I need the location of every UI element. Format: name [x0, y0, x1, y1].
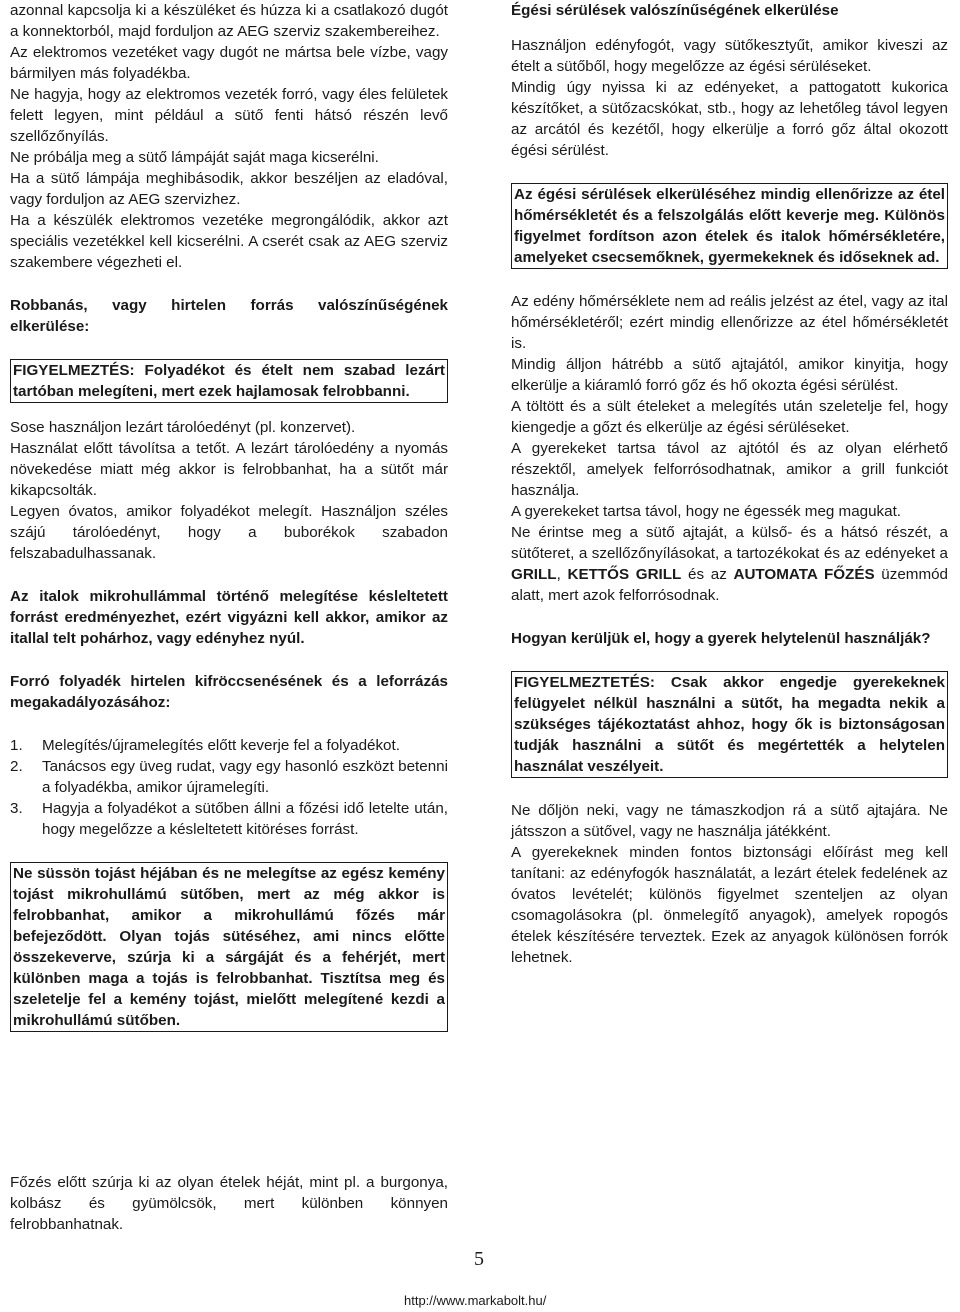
paragraph: Az edény hőmérséklete nem ad reális jelzést az étel, vagy az ital hőmérsékletéről; ezért mindig ellenőrizze az étel hőmérsékletét is. — [511, 293, 948, 352]
text: és az — [681, 566, 734, 583]
paragraph: A gyerekeket tartsa távol az ajtótól és az olyan elérhető részektől, amelyek felforrósodhatnak, amikor a grill funkciót használja. — [511, 440, 948, 499]
paragraph: Ne hagyja, hogy az elektromos vezeték forró, vagy éles felületek felett legyen, mint például a sütő fenti hátsó részén levő szellőzőnyílás. — [10, 86, 448, 145]
paragraph: Mindig álljon hátrébb a sütő ajtajától, amikor kinyitja, hogy elkerülje a kiáramló forró gőz és hő okozta égési sérülést. — [511, 356, 948, 394]
text: , — [556, 566, 568, 583]
numbered-list — [10, 735, 448, 840]
section-heading-burns: Égési sérülések valószínűségének elkerülése — [511, 2, 839, 19]
paragraph: Legyen óvatos, amikor folyadékot melegít. Használjon széles szájú tárolóedényt, hogy a buborékok szabadon felszabadulhassanak. — [10, 503, 448, 562]
paragraph: Ha a készülék elektromos vezetéke megrongálódik, akkor azt speciális vezetékkel kell kicserélni. A cserét csak az AEG szerviz szakembere végezheti el. — [10, 212, 448, 271]
paragraph: A gyerekeknek minden fontos biztonsági előírást meg kell tanítani: az edényfogók használatát, a lezárt ételek fedelének az óvatos levételét; különös figyelmet szenteljen az olyan csomagolásokra (pl. önmelegítő anyagok), amelyek ropogós ételek készítésére terveztek. Ezek az anyagok különösen forrók lehetnek. — [511, 844, 948, 966]
list-text: Hagyja a folyadékot a sütőben állni a főzési idő letelte után, hogy megelőzze a késleltetett kitöréses forrást. — [42, 800, 448, 838]
page-number: 5 — [474, 1248, 484, 1270]
list-item — [10, 756, 448, 798]
paragraph: azonnal kapcsolja ki a készüléket és húzza ki a csatlakozó dugót a konnektorból, majd forduljon az AEG szerviz szakembereihez. — [10, 2, 448, 40]
text: üzemmód alatt, mert azok felforrósodnak. — [511, 566, 948, 604]
list-number: 3. — [10, 800, 23, 817]
mode-grill: GRILL — [511, 566, 557, 583]
warning-text: FIGYELMEZTÉS: Folyadékot és ételt nem szabad lezárt tartóban melegíteni, mert ezek hajlamosak felrobbanni. — [13, 362, 445, 400]
right-column — [511, 0, 948, 968]
section-heading-explosion: Robbanás, vagy hirtelen forrás valószínűségének elkerülése: — [10, 297, 448, 335]
section-heading-splash: Forró folyadék hirtelen kifröccsenésének és a leforrázás megakadályozásához: — [10, 673, 448, 711]
left-column — [10, 0, 448, 1032]
paragraph: A gyerekeket tartsa távol, hogy ne égessék meg magukat. — [511, 503, 902, 520]
bold-warning-delayed-boiling: Az italok mikrohullámmal történő melegítése késleltetett forrást eredményezhet, ezért vigyázni kell akkor, amikor az itallal telt pohárhoz, vagy edényhez nyúl. — [10, 588, 448, 647]
paragraph: Sose használjon lezárt tárolóedényt (pl. konzervet). — [10, 419, 356, 436]
left-bottom-paragraph — [10, 1172, 448, 1235]
warning-box-burns — [511, 183, 948, 269]
list-number: 1. — [10, 737, 23, 754]
paragraph: A töltött és a sült ételeket a melegítés után szeletelje fel, hogy kiengedje a gőzt és elkerülje az égési sérüléseket. — [511, 398, 948, 436]
paragraph: Ha a sütő lámpája meghibásodik, akkor beszéljen az eladóval, vagy forduljon az AEG szervizhez. — [10, 170, 448, 208]
warning-box-children — [511, 671, 948, 778]
warning-box-eggs — [10, 862, 448, 1032]
paragraph: Használjon edényfogót, vagy sütőkesztyűt, amikor kiveszi az ételt a sütőből, hogy megelőzze az égési sérüléseket. — [511, 37, 948, 75]
paragraph: Mindig úgy nyissa ki az edényeket, a pattogatott kukorica készítőket, a sütőzacskókat, stb., hogy az lehetőleg távol legyen az arcától és kezétől, hogy elkerülje a forró gőz által okozott égési sérülést. — [511, 79, 948, 159]
warning-box-liquids — [10, 359, 448, 403]
paragraph: Használat előtt távolítsa a tetőt. A lezárt tárolóedény a nyomás növekedése miatt még akkor is felrobbanhat, ha a sütőt már kikapcsolták. — [10, 440, 448, 499]
paragraph-grill-modes — [511, 522, 948, 606]
list-item — [10, 798, 448, 840]
mode-double-grill: KETTŐS GRILL — [567, 566, 682, 583]
warning-text: Az égési sérülések elkerüléséhez mindig ellenőrizze az étel hőmérsékletét és a felszolgálás előtt keverje meg. Különös figyelmet fordítson azon ételek és italok hőmérsékletére, amelyeket csecsemőknek, gyermekeknek és időseknek ad. — [514, 186, 945, 266]
paragraph: Ne dőljön neki, vagy ne támaszkodjon rá a sütő ajtajára. Ne játsszon a sütővel, vagy ne használja játékként. — [511, 802, 948, 840]
paragraph: Főzés előtt szúrja ki az olyan ételek héját, mint pl. a burgonya, kolbász és gyümölcsök, mert különben könnyen felrobbanhatnak. — [10, 1174, 448, 1233]
mode-auto-cook: AUTOMATA FŐZÉS — [733, 566, 875, 583]
footer-url: http://www.markabolt.hu/ — [404, 1293, 547, 1308]
warning-text: FIGYELMEZTETÉS: Csak akkor engedje gyerekeknek felügyelet nélkül használni a sütőt, ha megadta nekik a szükséges tájékoztatást ahhoz, hogy ők is biztonságosan tudják használni a sütőt és megértették a helytelen használat veszélyeit. — [514, 674, 945, 775]
list-number: 2. — [10, 758, 23, 775]
paragraph: Az elektromos vezetéket vagy dugót ne mártsa bele vízbe, vagy bármilyen más folyadékba. — [10, 44, 448, 82]
list-item — [10, 735, 448, 756]
text: Ne érintse meg a sütő ajtaját, a külső- és a hátsó részét, a sütőteret, a szellőzőnyílásokat, a tartozékokat és az edényeket a — [511, 524, 948, 562]
list-text: Tanácsos egy üveg rudat, vagy egy hasonló eszközt betenni a folyadékba, amikor újramelegíti. — [42, 758, 448, 796]
warning-text: Ne süssön tojást héjában és ne melegítse az egész kemény tojást mikrohullámú sütőben, mert az még akkor is felrobbanhat, amikor a mikrohullámú főzés már befejeződött. Olyan tojás sütéséhez, ami nincs előtte összekeverve, szúrja ki a sárgáját és a fehérjét, mert különben maga a tojás is felrobbanhat. Tisztítsa meg és szeletelje fel a kemény tojást, mielőtt melegítené kezdi a mikrohullámú sütőben. — [13, 865, 445, 1029]
list-text: Melegítés/újramelegítés előtt keverje fel a folyadékot. — [42, 737, 400, 754]
section-heading-children: Hogyan kerüljük el, hogy a gyerek helytelenül használják? — [511, 630, 931, 647]
paragraph: Ne próbálja meg a sütő lámpáját saját maga kicserélni. — [10, 149, 379, 166]
